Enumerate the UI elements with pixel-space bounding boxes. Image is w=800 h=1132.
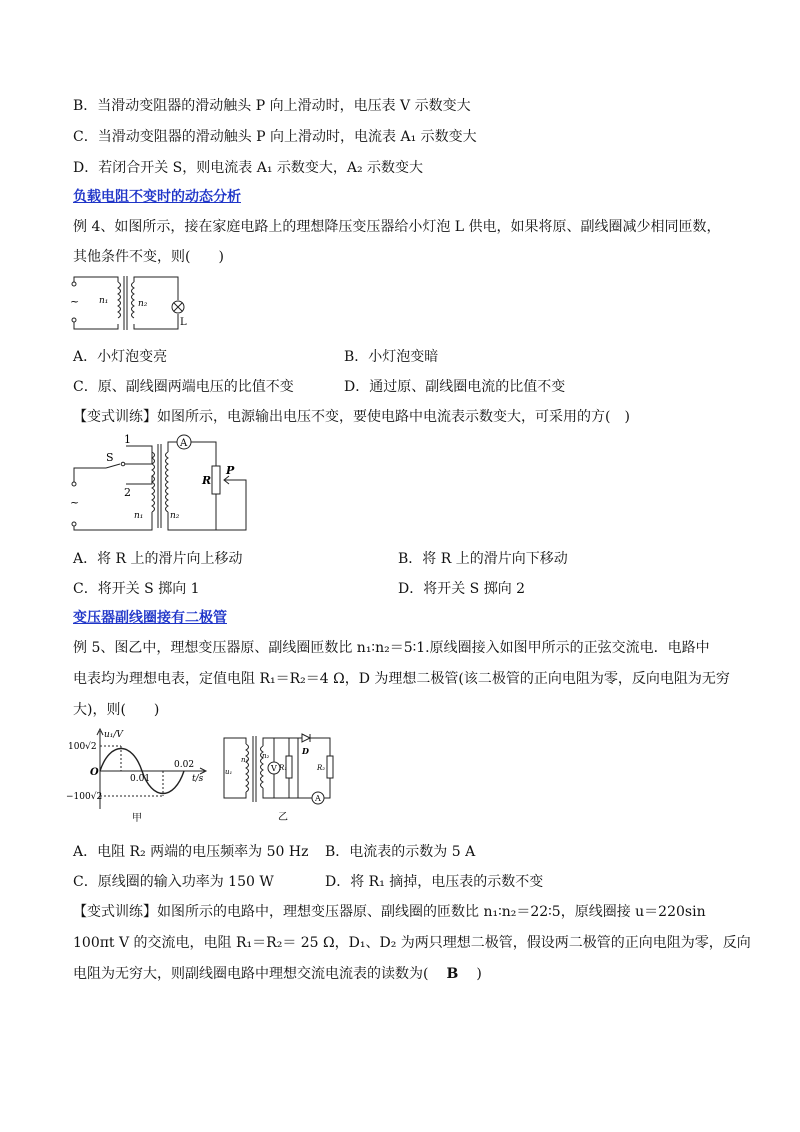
graph-t2-label: 0.02 bbox=[174, 760, 195, 770]
switch-label: S bbox=[106, 451, 114, 464]
ex5-circuit-figure bbox=[222, 732, 340, 826]
lamp-label: L bbox=[180, 317, 187, 328]
switch-position-1-label: 1 bbox=[124, 433, 131, 446]
ex5-question-line1: 例 5、图乙中，理想变压器原、副线圈匝数比 n₁∶n₂＝5∶1.原线圈接入如图甲所示的正弦交流电．电路中 bbox=[73, 640, 710, 656]
switch-position-2-label: 2 bbox=[124, 486, 131, 499]
diode-label: D bbox=[302, 746, 309, 756]
section-heading-dynamic-analysis[interactable]: 负载电阻不变时的动态分析 bbox=[73, 189, 241, 205]
primary-voltage-label: u₁ bbox=[225, 768, 233, 776]
graph-ymax-label: 100√2 bbox=[68, 742, 97, 752]
secondary-coil-label: n₂ bbox=[262, 752, 270, 760]
ex5-option-d: D．将 R₁ 摘掉，电压表的示数不变 bbox=[325, 874, 544, 890]
graph-origin-label: O bbox=[90, 767, 99, 778]
ammeter-label: A bbox=[180, 438, 188, 449]
slider-label: P bbox=[226, 464, 235, 477]
ex4-option-d: D．通过原、副线圈电流的比值不变 bbox=[344, 379, 566, 395]
variant1-circuit-figure bbox=[68, 432, 268, 534]
ex5-question-line2: 电表均为理想电表，定值电阻 R₁＝R₂＝4 Ω，D 为理想二极管(该二极管的正向电阻为零，反向电阻为无穷 bbox=[73, 671, 730, 687]
variant2-line3-text: 电阻为无穷大，则副线圈电路中理想交流电流表的读数为( bbox=[73, 966, 429, 982]
section-heading-diode[interactable]: 变压器副线圈接有二极管 bbox=[73, 610, 227, 626]
secondary-coil-label: n₂ bbox=[138, 299, 148, 309]
ex5-voltage-graph bbox=[66, 725, 216, 825]
resistor-r2-label: R₂ bbox=[317, 764, 326, 772]
graph-caption: 甲 bbox=[132, 813, 142, 824]
variant1-option-a: A．将 R 上的滑片向上移动 bbox=[73, 551, 243, 567]
graph-ymin-label: −100√2 bbox=[66, 792, 103, 802]
secondary-coil-label: n₂ bbox=[170, 511, 180, 521]
variant2-question-line2: 100πt V 的交流电，电阻 R₁＝R₂＝ 25 Ω，D₁、D₂ 为两只理想二极管，假设两二极管的正向电阻为零，反向 bbox=[73, 935, 751, 951]
graph-t1-label: 0.01 bbox=[130, 774, 151, 784]
voltmeter-label: V bbox=[271, 764, 277, 773]
ex4-option-a: A．小灯泡变亮 bbox=[73, 349, 168, 365]
option-d-prev: D．若闭合开关 S，则电流表 A₁ 示数变大，A₂ 示数变大 bbox=[73, 160, 424, 176]
option-c-prev: C．当滑动变阻器的滑动触头 P 向上滑动时，电流表 A₁ 示数变大 bbox=[73, 129, 477, 145]
graph-y-axis-label: u₁/V bbox=[104, 730, 123, 740]
graph-x-axis-label: t/s bbox=[192, 774, 204, 784]
circuit-caption: 乙 bbox=[278, 812, 288, 823]
variant1-option-c: C．将开关 S 掷向 1 bbox=[73, 581, 200, 597]
resistor-label: R bbox=[202, 474, 212, 487]
resistor-r1-label: R₁ bbox=[279, 764, 288, 772]
ac-source-label: ~ bbox=[70, 295, 80, 308]
ammeter-label: A bbox=[315, 794, 321, 803]
variant2-question-line1: 【变式训练】如图所示的电路中，理想变压器原、副线圈的匝数比 n₁∶n₂＝22∶5，原线圈接 u＝220sin bbox=[73, 904, 706, 920]
ex5-option-a: A．电阻 R₂ 两端的电压频率为 50 Hz bbox=[73, 844, 309, 860]
variant2-line3-close: ) bbox=[476, 966, 482, 982]
ex5-option-c: C．原线圈的输入功率为 150 W bbox=[73, 874, 274, 890]
ex4-question-line1: 例 4、如图所示，接在家庭电路上的理想降压变压器给小灯泡 L 供电，如果将原、副线圈减少相同匝数， bbox=[73, 219, 721, 235]
option-b-prev: B．当滑动变阻器的滑动触头 P 向上滑动时，电压表 V 示数变大 bbox=[73, 98, 471, 114]
ac-source-label: ~ bbox=[70, 496, 80, 509]
ex5-option-b: B．电流表的示数为 5 A bbox=[325, 844, 476, 860]
variant1-option-d: D．将开关 S 掷向 2 bbox=[398, 581, 526, 597]
ex4-option-b: B．小灯泡变暗 bbox=[344, 349, 439, 365]
variant1-question: 【变式训练】如图所示，电源输出电压不变，要使电路中电流表示数变大，可采用的方( ) bbox=[73, 409, 630, 425]
primary-coil-label: n₁ bbox=[99, 296, 109, 306]
ex4-option-c: C．原、副线圈两端电压的比值不变 bbox=[73, 379, 294, 395]
ex4-transformer-figure bbox=[68, 272, 198, 334]
ex4-question-line2: 其他条件不变，则( ) bbox=[73, 249, 224, 265]
variant1-option-b: B．将 R 上的滑片向下移动 bbox=[398, 551, 568, 567]
answer-badge: B bbox=[446, 966, 459, 982]
primary-coil-label: n₁ bbox=[134, 511, 144, 521]
primary-coil-label: n₁ bbox=[241, 756, 249, 764]
ex5-question-line3: 大)，则( ) bbox=[73, 702, 160, 718]
variant2-question-line3 bbox=[73, 965, 482, 983]
